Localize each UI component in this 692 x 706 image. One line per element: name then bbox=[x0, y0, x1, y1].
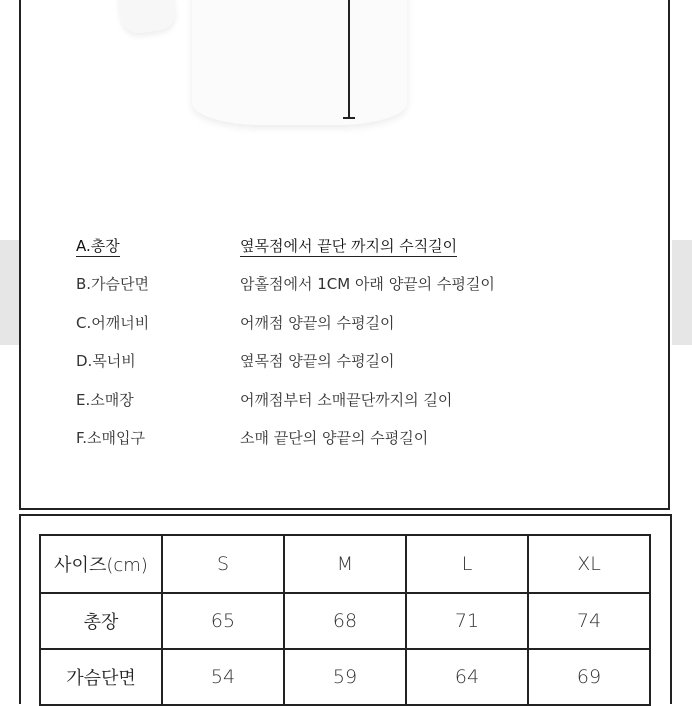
size-header-m: M bbox=[284, 535, 406, 593]
length-s: 65 bbox=[162, 593, 284, 649]
legend-desc-a: 옆목점에서 끝단 까지의 수직길이 bbox=[240, 237, 458, 255]
length-m: 68 bbox=[284, 593, 406, 649]
legend-key-d: D.목너비 bbox=[76, 352, 136, 370]
legend-key-b: B.가슴단면 bbox=[76, 275, 150, 293]
chest-l: 64 bbox=[406, 649, 528, 705]
legend-key-e: E.소매장 bbox=[76, 391, 134, 409]
legend-desc-f: 소매 끝단의 양끝의 수평길이 bbox=[240, 429, 429, 447]
row-label-chest: 가슴단면 bbox=[40, 649, 162, 705]
legend-key-a: A.총장 bbox=[76, 237, 120, 255]
length-measure-line bbox=[348, 0, 350, 118]
legend-row-f bbox=[0, 427, 692, 449]
legend-desc-c: 어깨점 양끝의 수평길이 bbox=[240, 314, 395, 332]
legend-row-b bbox=[0, 273, 692, 295]
legend-row-d bbox=[0, 350, 692, 372]
legend-desc-e: 어깨점부터 소매끝단까지의 길이 bbox=[240, 391, 453, 409]
length-xl: 74 bbox=[528, 593, 650, 649]
chest-m: 59 bbox=[284, 649, 406, 705]
chest-s: 54 bbox=[162, 649, 284, 705]
legend-row-c bbox=[0, 312, 692, 334]
legend-desc-b: 암홀점에서 1CM 아래 양끝의 수평길이 bbox=[240, 275, 495, 293]
legend-row-a bbox=[0, 235, 692, 257]
legend-key-f: F.소매입구 bbox=[76, 429, 145, 447]
length-measure-cap bbox=[343, 117, 355, 119]
chest-xl: 69 bbox=[528, 649, 650, 705]
size-table-header-row bbox=[40, 535, 650, 593]
size-header-s: S bbox=[162, 535, 284, 593]
size-header-xl: XL bbox=[528, 535, 650, 593]
size-table bbox=[39, 534, 651, 706]
row-label-length: 총장 bbox=[40, 593, 162, 649]
length-l: 71 bbox=[406, 593, 528, 649]
size-table-row-chest bbox=[40, 649, 650, 705]
legend-row-e bbox=[0, 389, 692, 411]
legend-desc-d: 옆목점 양끝의 수평길이 bbox=[240, 352, 395, 370]
size-header-label: 사이즈(cm) bbox=[40, 535, 162, 593]
legend-key-c: C.어깨너비 bbox=[76, 314, 150, 332]
shirt-body-illustration bbox=[192, 0, 407, 125]
size-header-l: L bbox=[406, 535, 528, 593]
size-table-row-length bbox=[40, 593, 650, 649]
